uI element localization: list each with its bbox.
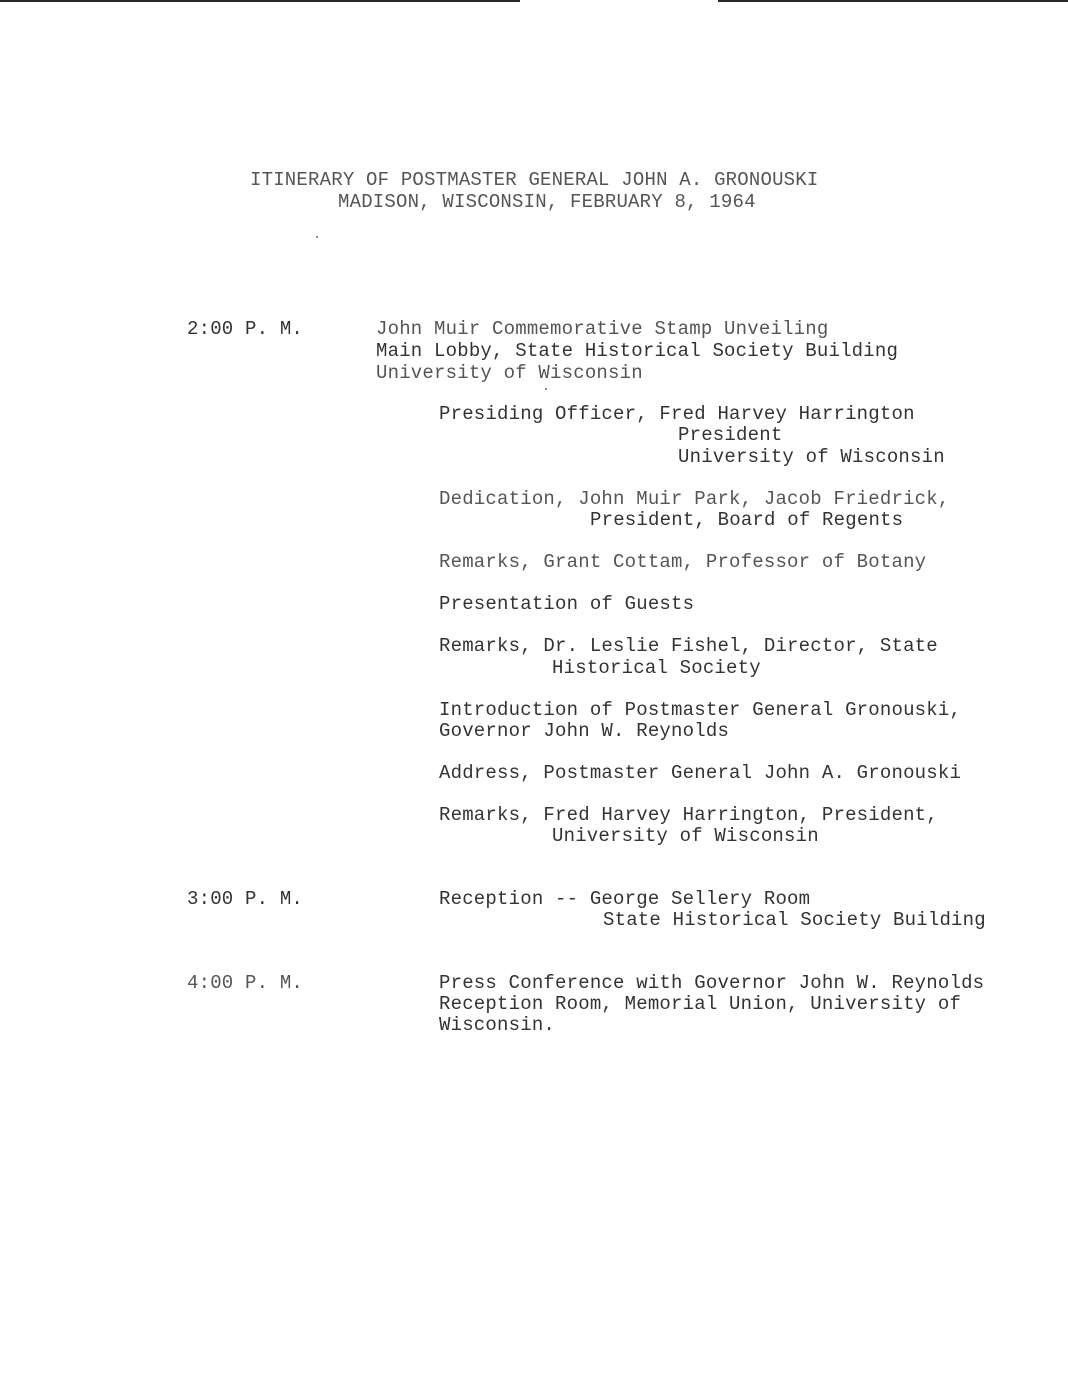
program-item: Remarks, Fred Harvey Harrington, President, bbox=[439, 804, 938, 826]
program-item: Introduction of Postmaster General Gronouski, bbox=[439, 699, 962, 721]
scan-speck bbox=[545, 388, 547, 390]
scan-speck bbox=[316, 236, 318, 238]
program-item: Address, Postmaster General John A. Gronouski bbox=[439, 762, 962, 784]
event-location: State Historical Society Building bbox=[603, 909, 986, 931]
event-location: Wisconsin. bbox=[439, 1014, 556, 1036]
document-title: ITINERARY OF POSTMASTER GENERAL JOHN A. GRONOUSKI bbox=[250, 169, 819, 191]
event-title: John Muir Commemorative Stamp Unveiling bbox=[376, 318, 829, 340]
program-item: Dedication, John Muir Park, Jacob Friedrick, bbox=[439, 488, 950, 510]
entry-time: 4:00 P. M. bbox=[187, 972, 304, 994]
program-item: University of Wisconsin bbox=[678, 446, 945, 468]
program-item: President, Board of Regents bbox=[590, 509, 904, 531]
program-item: Historical Society bbox=[552, 657, 761, 679]
event-title: Reception -- George Sellery Room bbox=[439, 888, 811, 910]
event-location: University of Wisconsin bbox=[376, 362, 643, 384]
program-item: Presiding Officer, Fred Harvey Harrington bbox=[439, 403, 915, 425]
scan-edge bbox=[0, 0, 520, 2]
entry-time: 2:00 P. M. bbox=[187, 318, 304, 340]
document-subtitle: MADISON, WISCONSIN, FEBRUARY 8, 1964 bbox=[338, 191, 756, 213]
event-location: Main Lobby, State Historical Society Building bbox=[376, 340, 899, 362]
program-item: President bbox=[678, 424, 783, 446]
program-item: Presentation of Guests bbox=[439, 593, 695, 615]
program-item: Governor John W. Reynolds bbox=[439, 720, 730, 742]
scan-edge bbox=[718, 0, 1068, 2]
event-title: Press Conference with Governor John W. Reynolds bbox=[439, 972, 985, 994]
entry-time: 3:00 P. M. bbox=[187, 888, 304, 910]
program-item: University of Wisconsin bbox=[552, 825, 819, 847]
program-item: Remarks, Dr. Leslie Fishel, Director, State bbox=[439, 635, 938, 657]
program-item: Remarks, Grant Cottam, Professor of Botany bbox=[439, 551, 927, 573]
event-location: Reception Room, Memorial Union, University of bbox=[439, 993, 962, 1015]
